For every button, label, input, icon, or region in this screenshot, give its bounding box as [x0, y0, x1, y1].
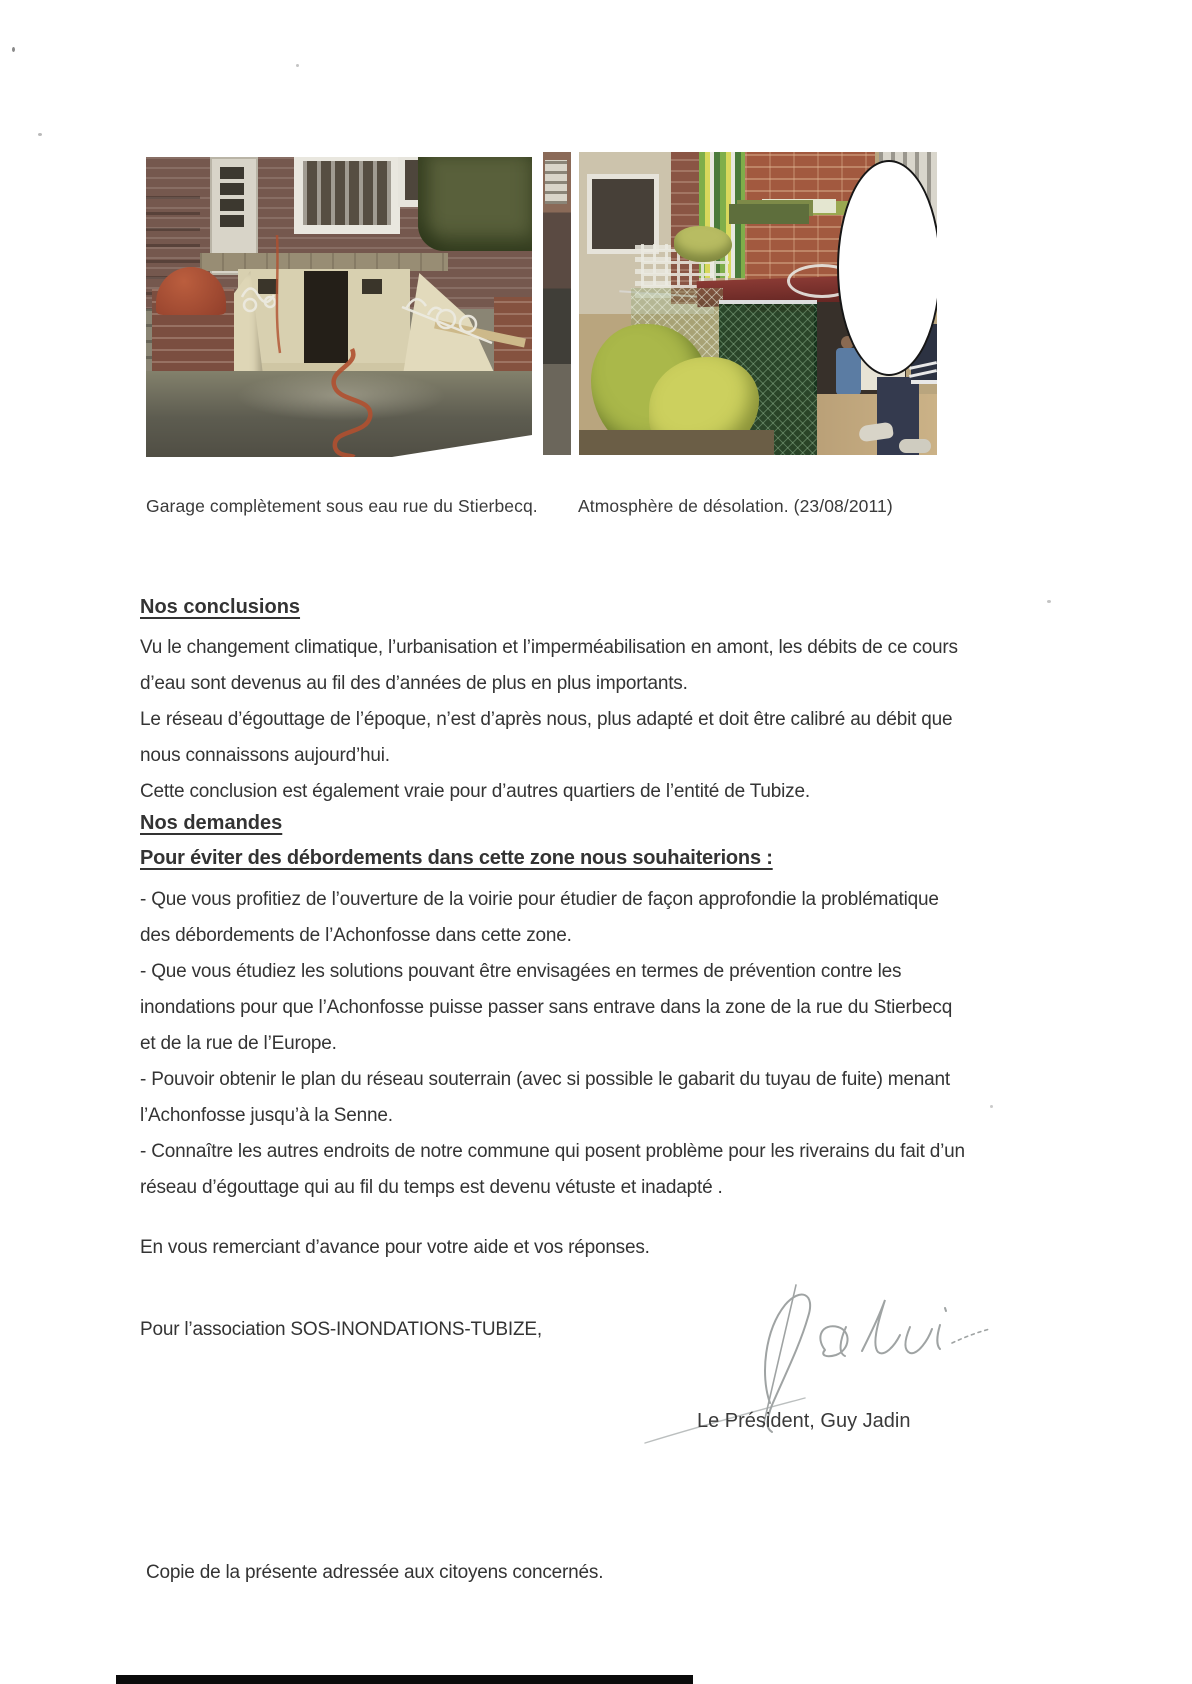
courtyard-scene	[579, 152, 937, 455]
neighbor-window	[587, 174, 659, 254]
wet-ground	[579, 430, 774, 455]
photo-left-sliver	[543, 152, 571, 455]
copy-note: Copie de la présente adressée aux citoyens concernés.	[146, 1562, 604, 1583]
demand-item: - Que vous profitiez de l’ouverture de la voirie pour étudier de façon approfondie la problématique des débordements de l’Achonfosse dans cette zone.	[140, 889, 939, 946]
president-line: Le Président, Guy Jadin	[697, 1410, 911, 1432]
flower-box	[729, 204, 809, 224]
demand-item: - Connaître les autres endroits de notre commune qui posent problème pour les riverains du fait d’un réseau d’égouttage qui au fil du temps est devenu vétuste et inadapté .	[140, 1141, 965, 1198]
hanging-basket	[674, 226, 732, 262]
railing-icon	[242, 288, 492, 343]
demand-item: - Que vous étudiez les solutions pouvant être envisagées en termes de prévention contre les inondations pour que l’Achonfosse puisse passer sans entrave dans la zone de la rue du Stierbecq et de la rue de l’Europe.	[140, 961, 953, 1054]
privacy-redaction-oval	[837, 160, 937, 376]
scan-edge-bar	[116, 1675, 693, 1684]
left-photo-caption: Garage complètement sous eau rue du Stierbecq.	[146, 496, 538, 516]
conclusions-paragraph: Le réseau d’égouttage de l’époque, n’est d’après nous, plus adapté et doit être calibré au débit que nous connaissons aujourd’hui.	[140, 709, 953, 766]
hose-and-railings-overlay	[146, 157, 532, 457]
scan-speck	[296, 64, 299, 67]
scan-speck	[12, 47, 15, 52]
sliver-window	[545, 160, 567, 204]
conclusions-paragraph: Cette conclusion est également vraie pour d’autres quartiers de l’entité de Tubize.	[140, 781, 810, 802]
demandes-subheading: Pour éviter des débordements dans cette zone nous souhaiterions :	[140, 847, 773, 869]
conclusions-paragraph: Vu le changement climatique, l’urbanisation et l’imperméabilisation en amont, les débits de ce cours d’eau sont devenus au fil des d’années de plus en plus importants.	[140, 637, 958, 694]
desolation-photo	[543, 152, 937, 455]
garden-hose-icon	[277, 235, 370, 457]
right-photo-caption: Atmosphère de désolation. (23/08/2011)	[578, 496, 893, 516]
conclusions-paragraphs	[140, 630, 972, 810]
thanks-line: En vous remerciant d’avance pour votre aide et vos réponses.	[140, 1237, 650, 1258]
association-line: Pour l’association SOS-INONDATIONS-TUBIZE,	[140, 1319, 542, 1340]
demand-item: - Pouvoir obtenir le plan du réseau souterrain (avec si possible le gabarit du tuyau de fuite) menant l’Achonfosse jusqu’à la Senne.	[140, 1069, 950, 1126]
scan-speck	[990, 1105, 993, 1108]
president-signature	[600, 1255, 1000, 1465]
conclusions-heading: Nos conclusions	[140, 596, 301, 618]
sneaker	[899, 439, 931, 453]
demandes-list	[140, 882, 972, 1206]
demandes-heading: Nos demandes	[140, 812, 283, 834]
scan-speck	[1047, 600, 1051, 603]
scan-speck	[38, 133, 42, 136]
flooded-garage-photo	[146, 157, 532, 457]
